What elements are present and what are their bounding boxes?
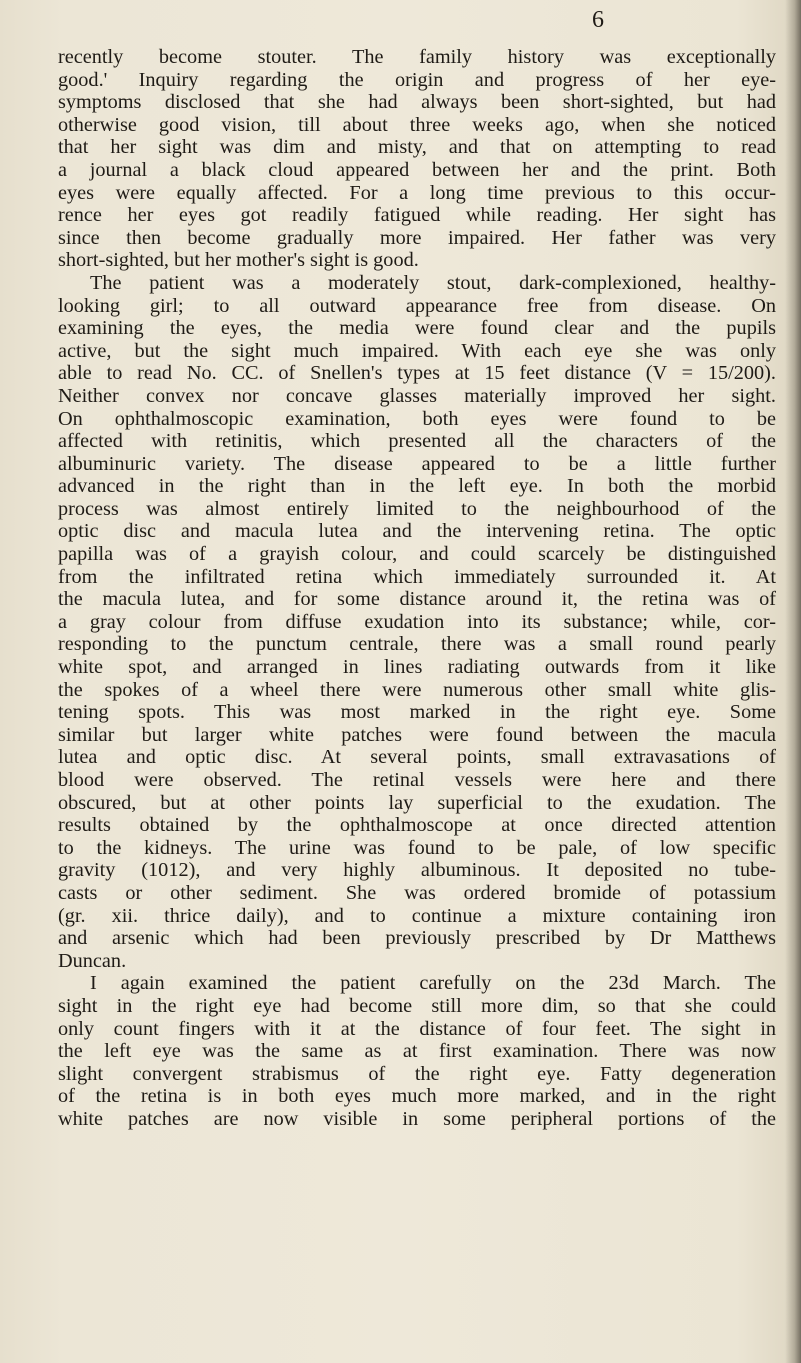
text-line: papilla was of a grayish colour, and could scarcely be distinguished xyxy=(58,543,776,566)
text-line: that her sight was dim and misty, and that on attempting to read xyxy=(58,136,776,159)
text-line: able to read No. CC. of Snellen's types at 15 feet distance (V = 15/200). xyxy=(58,362,776,385)
text-line: I again examined the patient carefully on the 23d March. The xyxy=(90,972,776,995)
text-line: The patient was a moderately stout, dark-complexioned, healthy- xyxy=(90,271,776,294)
page-edge-shadow xyxy=(785,0,801,1363)
text-line: from the infiltrated retina which immediately surrounded it. At xyxy=(58,565,776,588)
text-line: symptoms disclosed that she had always been short-sighted, but had xyxy=(58,91,776,114)
text-line: slight convergent strabismus of the right eye. Fatty degeneration xyxy=(58,1062,776,1085)
text-line: only count fingers with it at the distance of four feet. The sight in xyxy=(58,1017,776,1040)
text-line: examining the eyes, the media were found clear and the pupils xyxy=(58,317,776,340)
text-line: white spot, and arranged in lines radiating outwards from it like xyxy=(58,656,776,679)
text-line: recently become stouter. The family history was exceptionally xyxy=(58,46,776,68)
text-line: a gray colour from diffuse exudation into its substance; while, cor- xyxy=(58,610,776,633)
text-line: short-sighted, but her mother's sight is good. xyxy=(58,249,419,272)
text-line: active, but the sight much impaired. With each eye she was only xyxy=(58,339,776,362)
text-line: of the retina is in both eyes much more marked, and in the right xyxy=(58,1085,776,1108)
text-line: Duncan. xyxy=(58,949,127,972)
text-line: optic disc and macula lutea and the intervening retina. The optic xyxy=(58,520,776,543)
text-line: otherwise good vision, till about three weeks ago, when she noticed xyxy=(58,113,776,136)
text-line: results obtained by the ophthalmoscope at once directed attention xyxy=(58,814,776,837)
text-line: obscured, but at other points lay superficial to the exudation. The xyxy=(58,791,776,814)
text-line: rence her eyes got readily fatigued while reading. Her sight has xyxy=(58,204,776,227)
text-line: looking girl; to all outward appearance free from disease. On xyxy=(58,294,776,317)
text-line: responding to the punctum centrale, there was a small round pearly xyxy=(58,633,776,656)
text-line: to the kidneys. The urine was found to be pale, of low specific xyxy=(58,836,776,859)
text-line: lutea and optic disc. At several points, small extravasations of xyxy=(58,746,776,769)
text-line: the macula lutea, and for some distance around it, the retina was of xyxy=(58,588,776,611)
text-line: the left eye was the same as at first examination. There was now xyxy=(58,1040,776,1063)
text-line: affected with retinitis, which presented all the characters of the xyxy=(58,430,776,453)
text-line: the spokes of a wheel there were numerous other small white glis- xyxy=(58,678,776,701)
text-line: albuminuric variety. The disease appeared to be a little further xyxy=(58,452,776,475)
text-line: process was almost entirely limited to the neighbourhood of the xyxy=(58,497,776,520)
text-line: On ophthalmoscopic examination, both eyes were found to be xyxy=(58,407,776,430)
text-line: and arsenic which had been previously prescribed by Dr Matthews xyxy=(58,927,776,950)
body-text xyxy=(58,46,776,1131)
text-line: since then become gradually more impaired. Her father was very xyxy=(58,226,776,249)
page-number: 6 xyxy=(592,7,604,33)
text-line: good.' Inquiry regarding the origin and progress of her eye- xyxy=(58,68,776,91)
text-line: tening spots. This was most marked in the right eye. Some xyxy=(58,701,776,724)
text-line: (gr. xii. thrice daily), and to continue a mixture containing iron xyxy=(58,904,776,927)
text-line: white patches are now visible in some peripheral portions of the xyxy=(58,1107,776,1130)
text-line: a journal a black cloud appeared between her and the print. Both xyxy=(58,158,776,181)
text-line: advanced in the right than in the left eye. In both the morbid xyxy=(58,475,776,498)
text-line: Neither convex nor concave glasses materially improved her sight. xyxy=(58,384,776,407)
text-line: gravity (1012), and very highly albuminous. It deposited no tube- xyxy=(58,859,776,882)
text-line: eyes were equally affected. For a long time previous to this occur- xyxy=(58,181,776,204)
text-line: sight in the right eye had become still more dim, so that she could xyxy=(58,994,776,1017)
text-line: blood were observed. The retinal vessels were here and there xyxy=(58,769,776,791)
text-line: casts or other sediment. She was ordered bromide of potassium xyxy=(58,881,776,904)
text-line: similar but larger white patches were found between the macula xyxy=(58,723,776,746)
